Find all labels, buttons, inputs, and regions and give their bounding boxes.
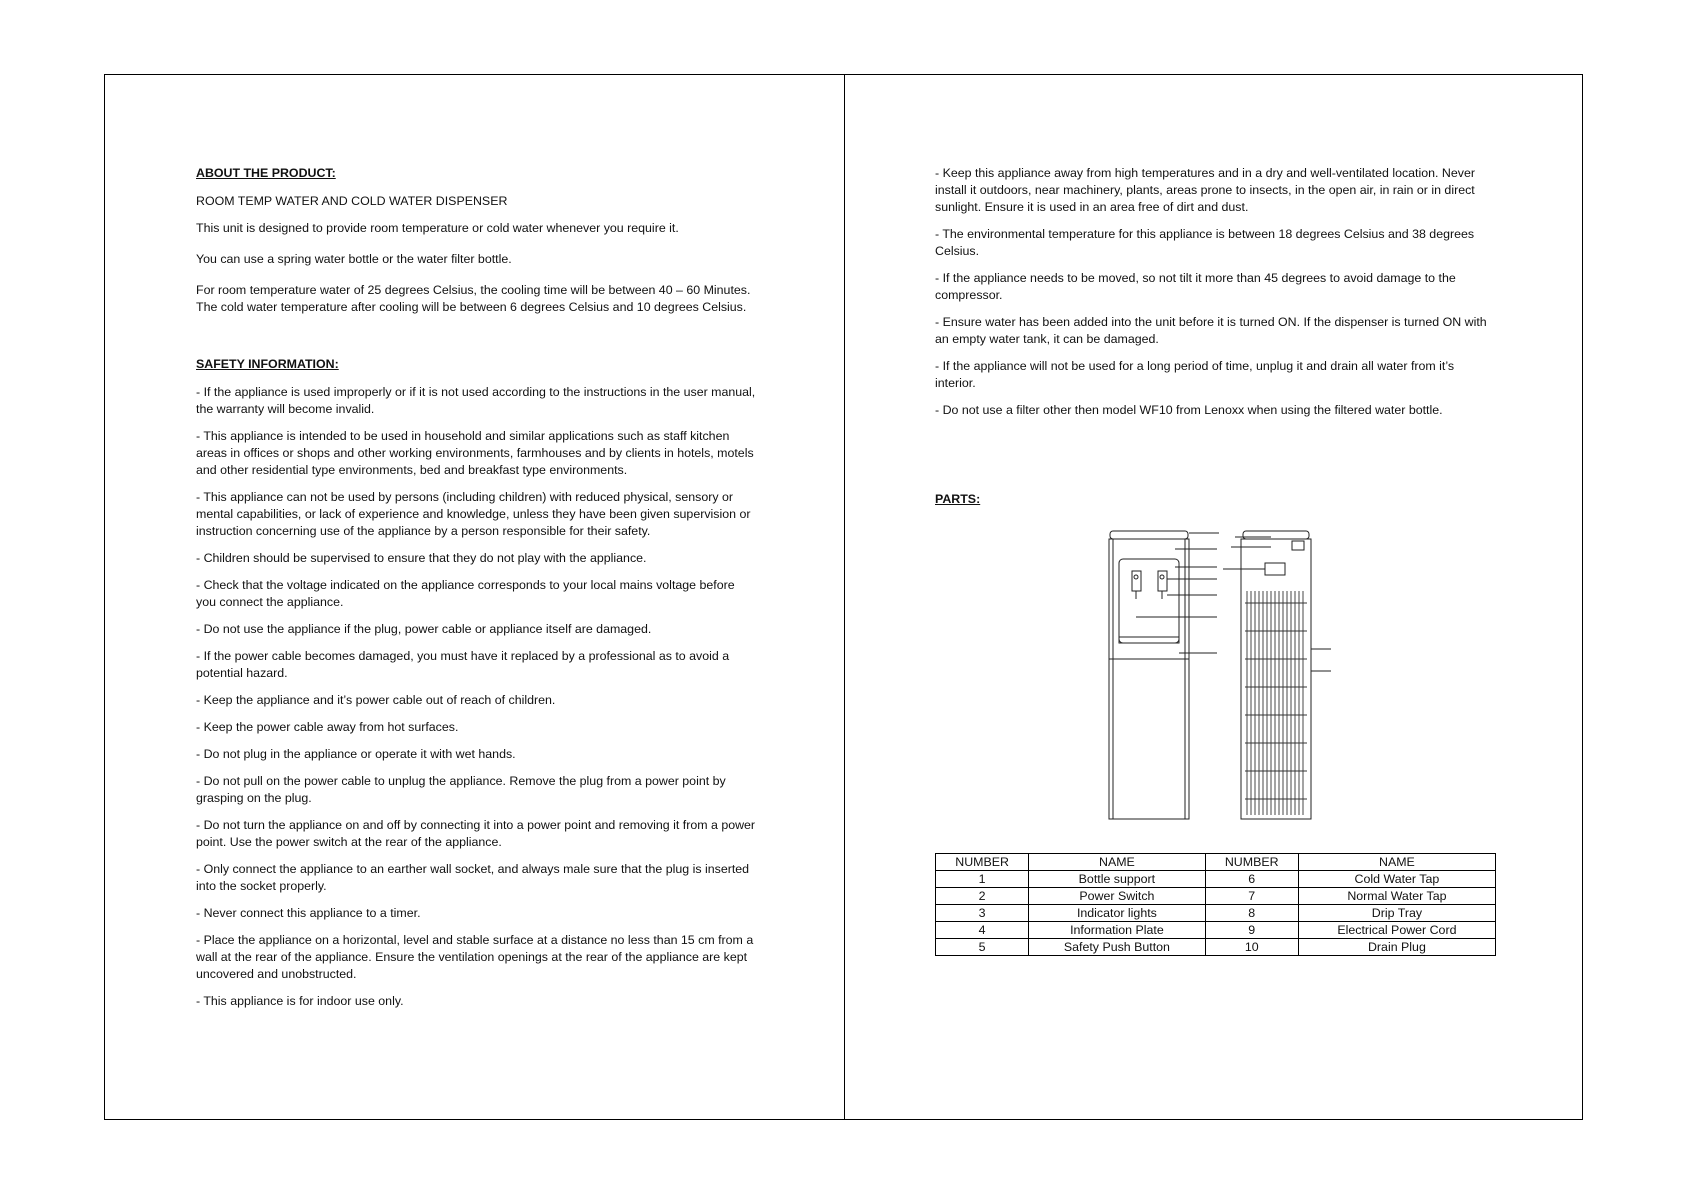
safety-item: - Do not turn the appliance on and off by connecting it into a power point and removing it from a power point. Use the power switch at the rear of the appliance. bbox=[196, 818, 756, 849]
safety-item: - This appliance is intended to be used in household and similar applications such as staff kitchen areas in offices or shops and other working environments, farmhouses and by clients in hotels, motels and other residential type environments, bed and breakfast type environments. bbox=[196, 429, 754, 477]
table-row bbox=[936, 905, 1496, 922]
safety-item: - Place the appliance on a horizontal, level and stable surface at a distance no less than 15 cm from a wall at the rear of the appliance. Ensure the ventilation openings at the rear of the appliance are kept uncovered and unobstructed. bbox=[196, 933, 754, 981]
table-cell: Information Plate bbox=[1029, 922, 1205, 939]
table-row bbox=[936, 871, 1496, 888]
table-cell: 5 bbox=[936, 939, 1029, 956]
table-cell: Drip Tray bbox=[1298, 905, 1495, 922]
table-cell: Safety Push Button bbox=[1029, 939, 1205, 956]
parts-table bbox=[935, 853, 1496, 956]
safety-item: - The environmental temperature for this appliance is between 18 degrees Celsius and 38 degrees Celsius. bbox=[935, 227, 1475, 258]
safety-item: - Check that the voltage indicated on the appliance corresponds to your local mains voltage before you connect the appliance. bbox=[196, 578, 735, 609]
safety-item: - If the appliance is used improperly or if it is not used according to the instructions in the user manual, the warranty will become invalid. bbox=[196, 385, 756, 416]
parts-table-header-row bbox=[936, 854, 1496, 871]
page-divider bbox=[844, 75, 845, 1119]
table-cell: Indicator lights bbox=[1029, 905, 1205, 922]
manual-sheet bbox=[104, 74, 1583, 1120]
safety-item: - If the appliance will not be used for a long period of time, unplug it and drain all water from it’s interior. bbox=[935, 359, 1455, 390]
column-header: NUMBER bbox=[936, 854, 1029, 871]
safety-item: - Only connect the appliance to an earther wall socket, and always male sure that the plug is inserted into the socket properly. bbox=[196, 862, 750, 893]
table-cell: 10 bbox=[1205, 939, 1298, 956]
safety-item: - Do not plug in the appliance or operate it with wet hands. bbox=[196, 747, 516, 761]
safety-item: - This appliance is for indoor use only. bbox=[196, 994, 404, 1008]
table-cell: 8 bbox=[1205, 905, 1298, 922]
left-page bbox=[196, 165, 756, 1020]
table-row bbox=[936, 888, 1496, 905]
condenser-coil bbox=[1245, 591, 1307, 815]
safety-item: - Never connect this appliance to a timer. bbox=[196, 906, 421, 920]
right-page bbox=[935, 165, 1495, 956]
about-paragraph: For room temperature water of 25 degrees Celsius, the cooling time will be between 40 – 60 Minutes. The cold water temperature after cooling will be between 6 degrees Celsius and 10 degrees Celsius. bbox=[196, 283, 751, 314]
safety-item: - Do not use a filter other then model WF10 from Lenoxx when using the filtered water bottle. bbox=[935, 403, 1443, 417]
table-row bbox=[936, 922, 1496, 939]
table-cell: Drain Plug bbox=[1298, 939, 1495, 956]
dispenser-diagram bbox=[935, 519, 1495, 839]
table-cell: Power Switch bbox=[1029, 888, 1205, 905]
column-header: NUMBER bbox=[1205, 854, 1298, 871]
front-view bbox=[1109, 531, 1219, 819]
safety-item: - If the power cable becomes damaged, you must have it replaced by a professional as to avoid a potential hazard. bbox=[196, 649, 730, 680]
product-title: ROOM TEMP WATER AND COLD WATER DISPENSER bbox=[196, 194, 508, 208]
safety-item: - Do not use the appliance if the plug, power cable or appliance itself are damaged. bbox=[196, 622, 652, 636]
table-cell: Bottle support bbox=[1029, 871, 1205, 888]
about-paragraph: This unit is designed to provide room temperature or cold water whenever you require it. bbox=[196, 221, 679, 235]
table-cell: 6 bbox=[1205, 871, 1298, 888]
safety-item: - Keep this appliance away from high temperatures and in a dry and well-ventilated location. Never install it outdoors, near machinery, plants, areas prone to insects, in the open air, in rain or in direct sunlight. Ensure it is used in an area free of dirt and dust. bbox=[935, 166, 1475, 214]
dispenser-diagram-drawing bbox=[935, 519, 1495, 829]
safety-item: - Keep the appliance and it’s power cable out of reach of children. bbox=[196, 693, 556, 707]
table-cell: Normal Water Tap bbox=[1298, 888, 1495, 905]
safety-item: - Keep the power cable away from hot surfaces. bbox=[196, 720, 459, 734]
column-header: NAME bbox=[1029, 854, 1205, 871]
safety-heading: SAFETY INFORMATION: bbox=[196, 357, 339, 371]
safety-item: - This appliance can not be used by persons (including children) with reduced physical, sensory or mental capabilities, or lack of experience and knowledge, unless they have been given supervision or instruction concerning use of the appliance by a person responsible for their safety. bbox=[196, 490, 751, 538]
safety-item: - Do not pull on the power cable to unplug the appliance. Remove the plug from a power point by grasping on the plug. bbox=[196, 774, 726, 805]
parts-heading: PARTS: bbox=[935, 492, 981, 506]
about-paragraph: You can use a spring water bottle or the water filter bottle. bbox=[196, 252, 512, 266]
table-cell: 7 bbox=[1205, 888, 1298, 905]
table-cell: 3 bbox=[936, 905, 1029, 922]
table-row bbox=[936, 939, 1496, 956]
back-view bbox=[1223, 531, 1331, 819]
about-heading: ABOUT THE PRODUCT: bbox=[196, 166, 336, 180]
table-cell: Electrical Power Cord bbox=[1298, 922, 1495, 939]
table-cell: Cold Water Tap bbox=[1298, 871, 1495, 888]
table-cell: 2 bbox=[936, 888, 1029, 905]
column-header: NAME bbox=[1298, 854, 1495, 871]
table-cell: 9 bbox=[1205, 922, 1298, 939]
safety-item: - Ensure water has been added into the unit before it is turned ON. If the dispenser is turned ON with an empty water tank, it can be damaged. bbox=[935, 315, 1487, 346]
table-cell: 1 bbox=[936, 871, 1029, 888]
table-cell: 4 bbox=[936, 922, 1029, 939]
safety-item: - If the appliance needs to be moved, so not tilt it more than 45 degrees to avoid damage to the compressor. bbox=[935, 271, 1456, 302]
safety-item: - Children should be supervised to ensure that they do not play with the appliance. bbox=[196, 551, 647, 565]
